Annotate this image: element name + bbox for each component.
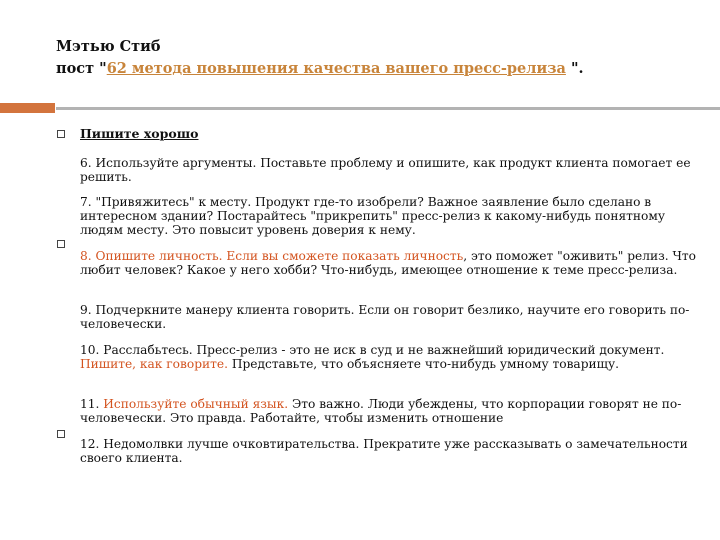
highlight-text: 8. Опишите личность. Если вы сможете показать личность — [80, 249, 464, 263]
post-line — [56, 58, 584, 80]
author-name: Мэтью Стиб — [56, 38, 161, 55]
highlight-text: Пишите, как говорите. — [80, 357, 228, 371]
list-item-12: 12. Недомолвки лучше очковтирательства. Прекратите уже рассказывать о замечательности своего клиента. — [80, 437, 688, 465]
list-item-11 — [80, 397, 700, 425]
list-item-7: 7. "Привяжитесь" к месту. Продукт где-то изобрели? Важное заявление было сделано в интересном здании? Постарайтесь "прикрепить" пресс-релиз к какому-нибудь понятному людям месту. Это повысит уровень доверия к нему. — [80, 195, 666, 237]
square-bullet-icon — [57, 430, 65, 438]
item-text: , это поможет "оживить" релиз. Что любит человек? Какое у него хобби? Что-нибудь, имеющее отношение к теме пресс-релиза. — [80, 249, 696, 277]
section-heading: Пишите хорошо — [80, 126, 199, 141]
item-text: 10. Расслабьтесь. Пресс-релиз - это не иск в суд и не важнейший юридический документ. — [80, 343, 665, 357]
title-divider — [56, 107, 720, 110]
list-item-6: 6. Используйте аргументы. Поставьте проблему и опишите, как продукт клиента помогает ее решить. — [80, 156, 691, 184]
item-text: 11. — [80, 397, 104, 411]
post-title-link[interactable]: 62 метода повышения качества вашего пресс-релиза — [106, 60, 566, 77]
square-bullet-icon — [57, 130, 65, 138]
item-text: Это важно. Люди убеждены, что корпорации говорят не по-человечески. Это правда. Работайте, чтобы изменить отношение — [80, 397, 682, 425]
square-bullet-icon — [57, 240, 65, 248]
slide-title — [56, 36, 584, 80]
highlight-text: Используйте обычный язык. — [103, 397, 289, 411]
post-suffix: ". — [565, 60, 584, 77]
list-item-9: 9. Подчеркните манеру клиента говорить. Если он говорит безлико, научите его говорить по-человечески. — [80, 303, 690, 331]
list-item-8 — [80, 249, 700, 277]
item-text: Представьте, что объясняете что-нибудь умному товарищу. — [227, 357, 619, 371]
post-prefix: пост " — [56, 60, 107, 77]
accent-bar — [0, 103, 55, 113]
list-item-10 — [80, 343, 700, 371]
